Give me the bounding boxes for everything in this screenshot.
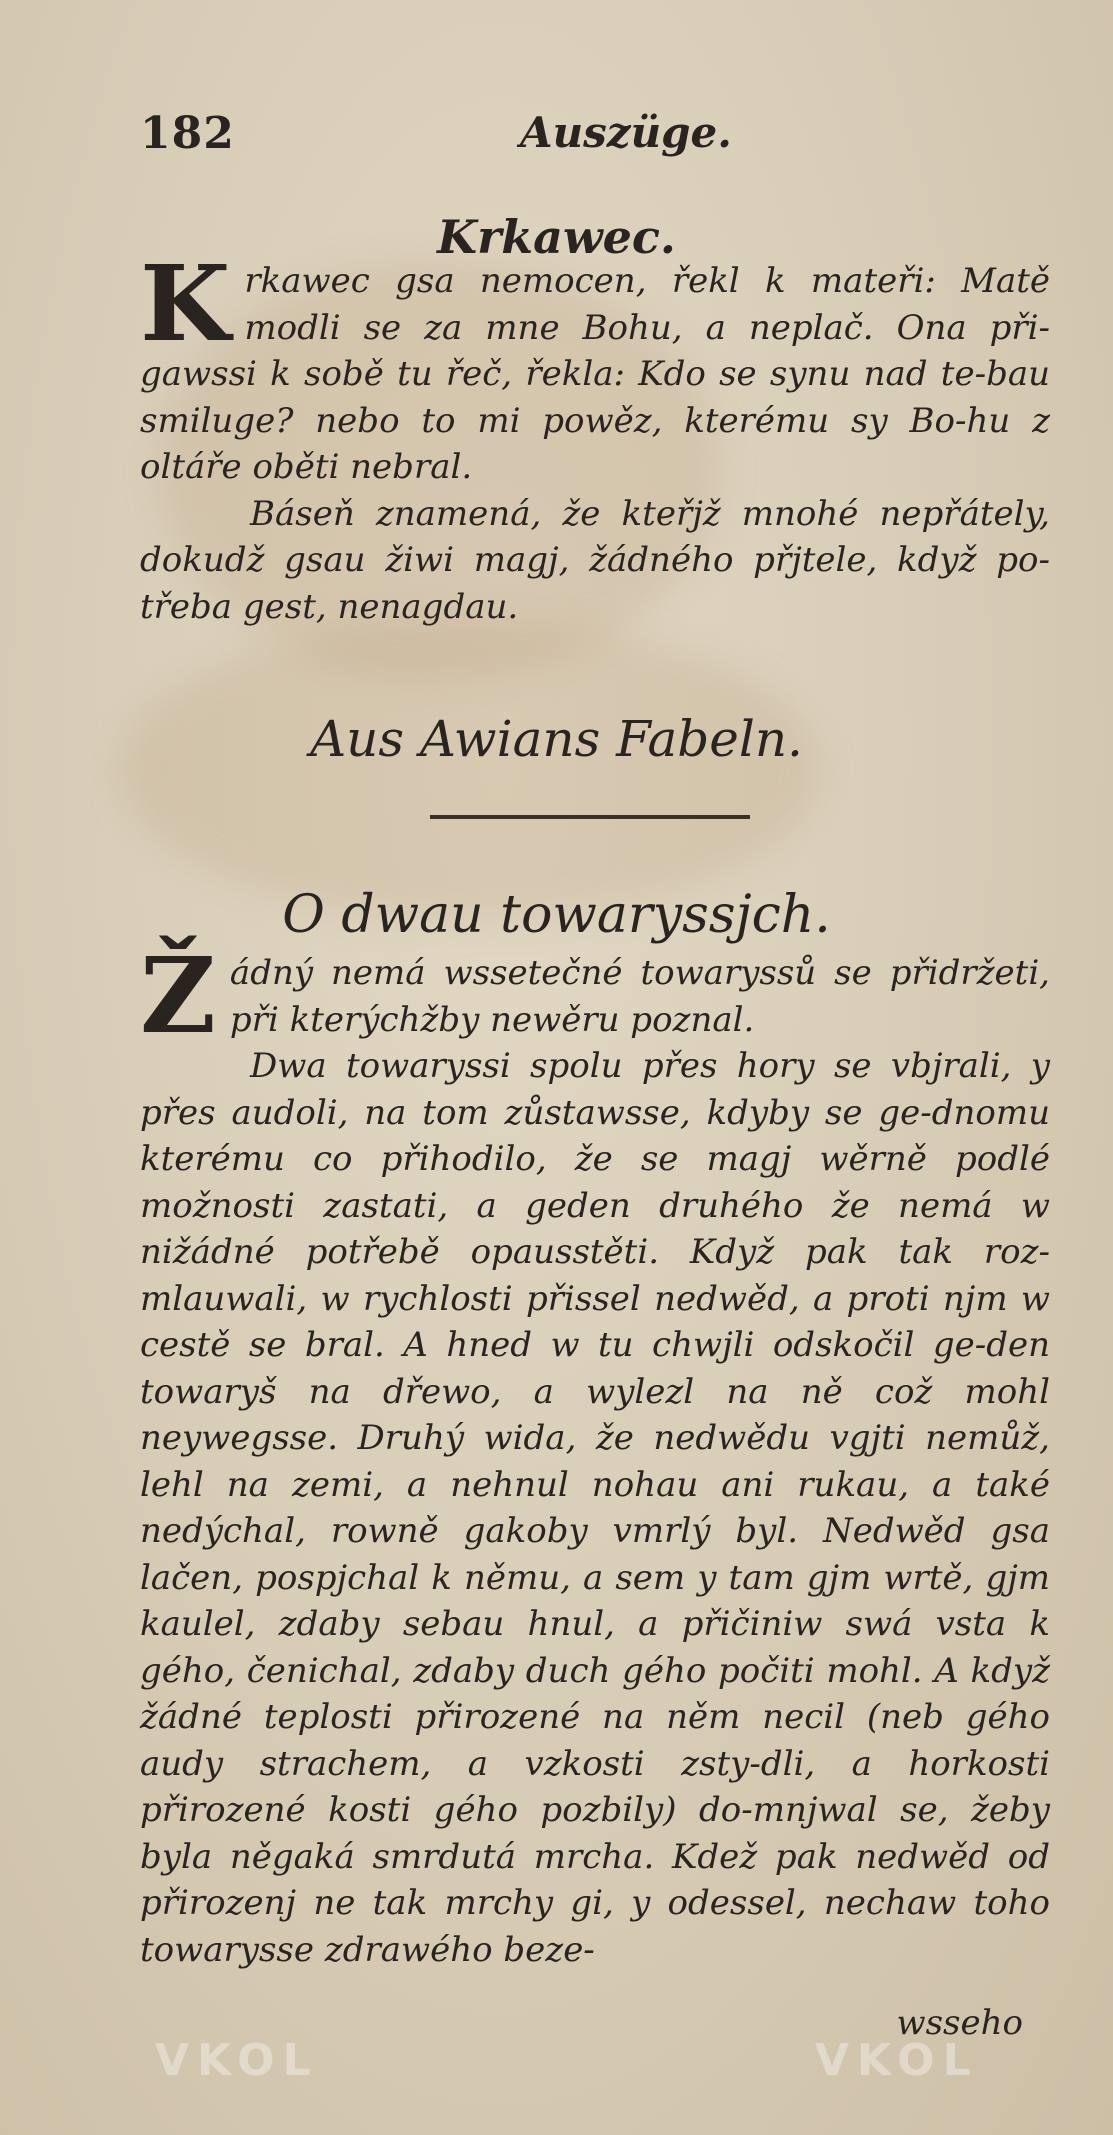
paragraph (140, 934, 1050, 1057)
section-title-dwau-towaryssjch: O dwau towaryssjch. (282, 885, 831, 945)
drop-cap: K (140, 242, 231, 365)
fable-krkawec (140, 242, 1050, 630)
divider-rule (430, 815, 750, 819)
page-number: 182 (140, 108, 235, 159)
paragraph-text: rkawec gsa nemocen, řekl k mateři: Matě modli se za mne Bohu, a neplač. Ona při-gawssi k sobě tu řeč, řekla: Kdo se synu nad te-bau smiluge? nebo to mi powěz, kterému sy Bo-hu z oltáře oběti nebral. (140, 261, 1050, 487)
running-head: Auszüge. (520, 108, 732, 157)
paragraph-text: ádný nemá wssetečné towaryssů se přidržeti, při kterýchžby newěru poznal. (229, 953, 1050, 1040)
library-watermark: VKOL (815, 2035, 979, 2086)
paragraph: Dwa towaryssi spolu přes hory se vbjrali, y přes audoli, na tom zůstawsse, kdyby se ge-dnomu kterému co přihodilo, že se magj wěrně podlé možnosti zastati, a geden druhého že nemá w nižádné potřebě opausstěti. Když pak tak roz-mlauwali, w rychlosti přissel nedwěd, a proti njm w cestě se bral. A hned w tu chwjli odskočil ge-den towaryš na dřewo, a wylezl na ně což mohl neywegsse. Druhý wida, že nedwědu vgjti nemůž, lehl na zemi, a nehnul nohau ani rukau, a také nedýchal, rowně gakoby vmrlý byl. Nedwěd gsa lačen, pospjchal k němu, a sem y tam gjm wrtě, gjm kaulel, zdaby sebau hnul, a přičiniw swá vsta k gého, čenichal, zdaby duch gého počiti mohl. A když žádné teplosti přirozené na něm necil (neb gého audy strachem, a vzkosti zsty-dli, a horkosti přirozené kosti gého pozbily) do-mnjwal se, žeby byla něgaká smrdutá mrcha. Kdež pak nedwěd od přirozenj ne tak mrchy gi, y odessel, nechaw toho towarysse zdrawého beze- (140, 1046, 1050, 1970)
catchword: wsseho (896, 2003, 1023, 2043)
fable-dwau-towaryssjch (140, 934, 1050, 1973)
section-title-krkawec: Krkawec. (437, 210, 676, 264)
paragraph (140, 242, 1050, 491)
section-title-avianus: Aus Awians Fabeln. (310, 710, 803, 768)
library-watermark: VKOL (155, 2035, 319, 2086)
page-header (140, 108, 990, 168)
paper-stain (120, 620, 820, 920)
drop-cap: Ž (140, 934, 216, 1057)
moral-paragraph: Báseň znamená, že kteřjž mnohé nepřátely, dokudž gsau žiwi magj, žádného přjtele, když po-třeba gest, nenagdau. (140, 493, 1050, 627)
